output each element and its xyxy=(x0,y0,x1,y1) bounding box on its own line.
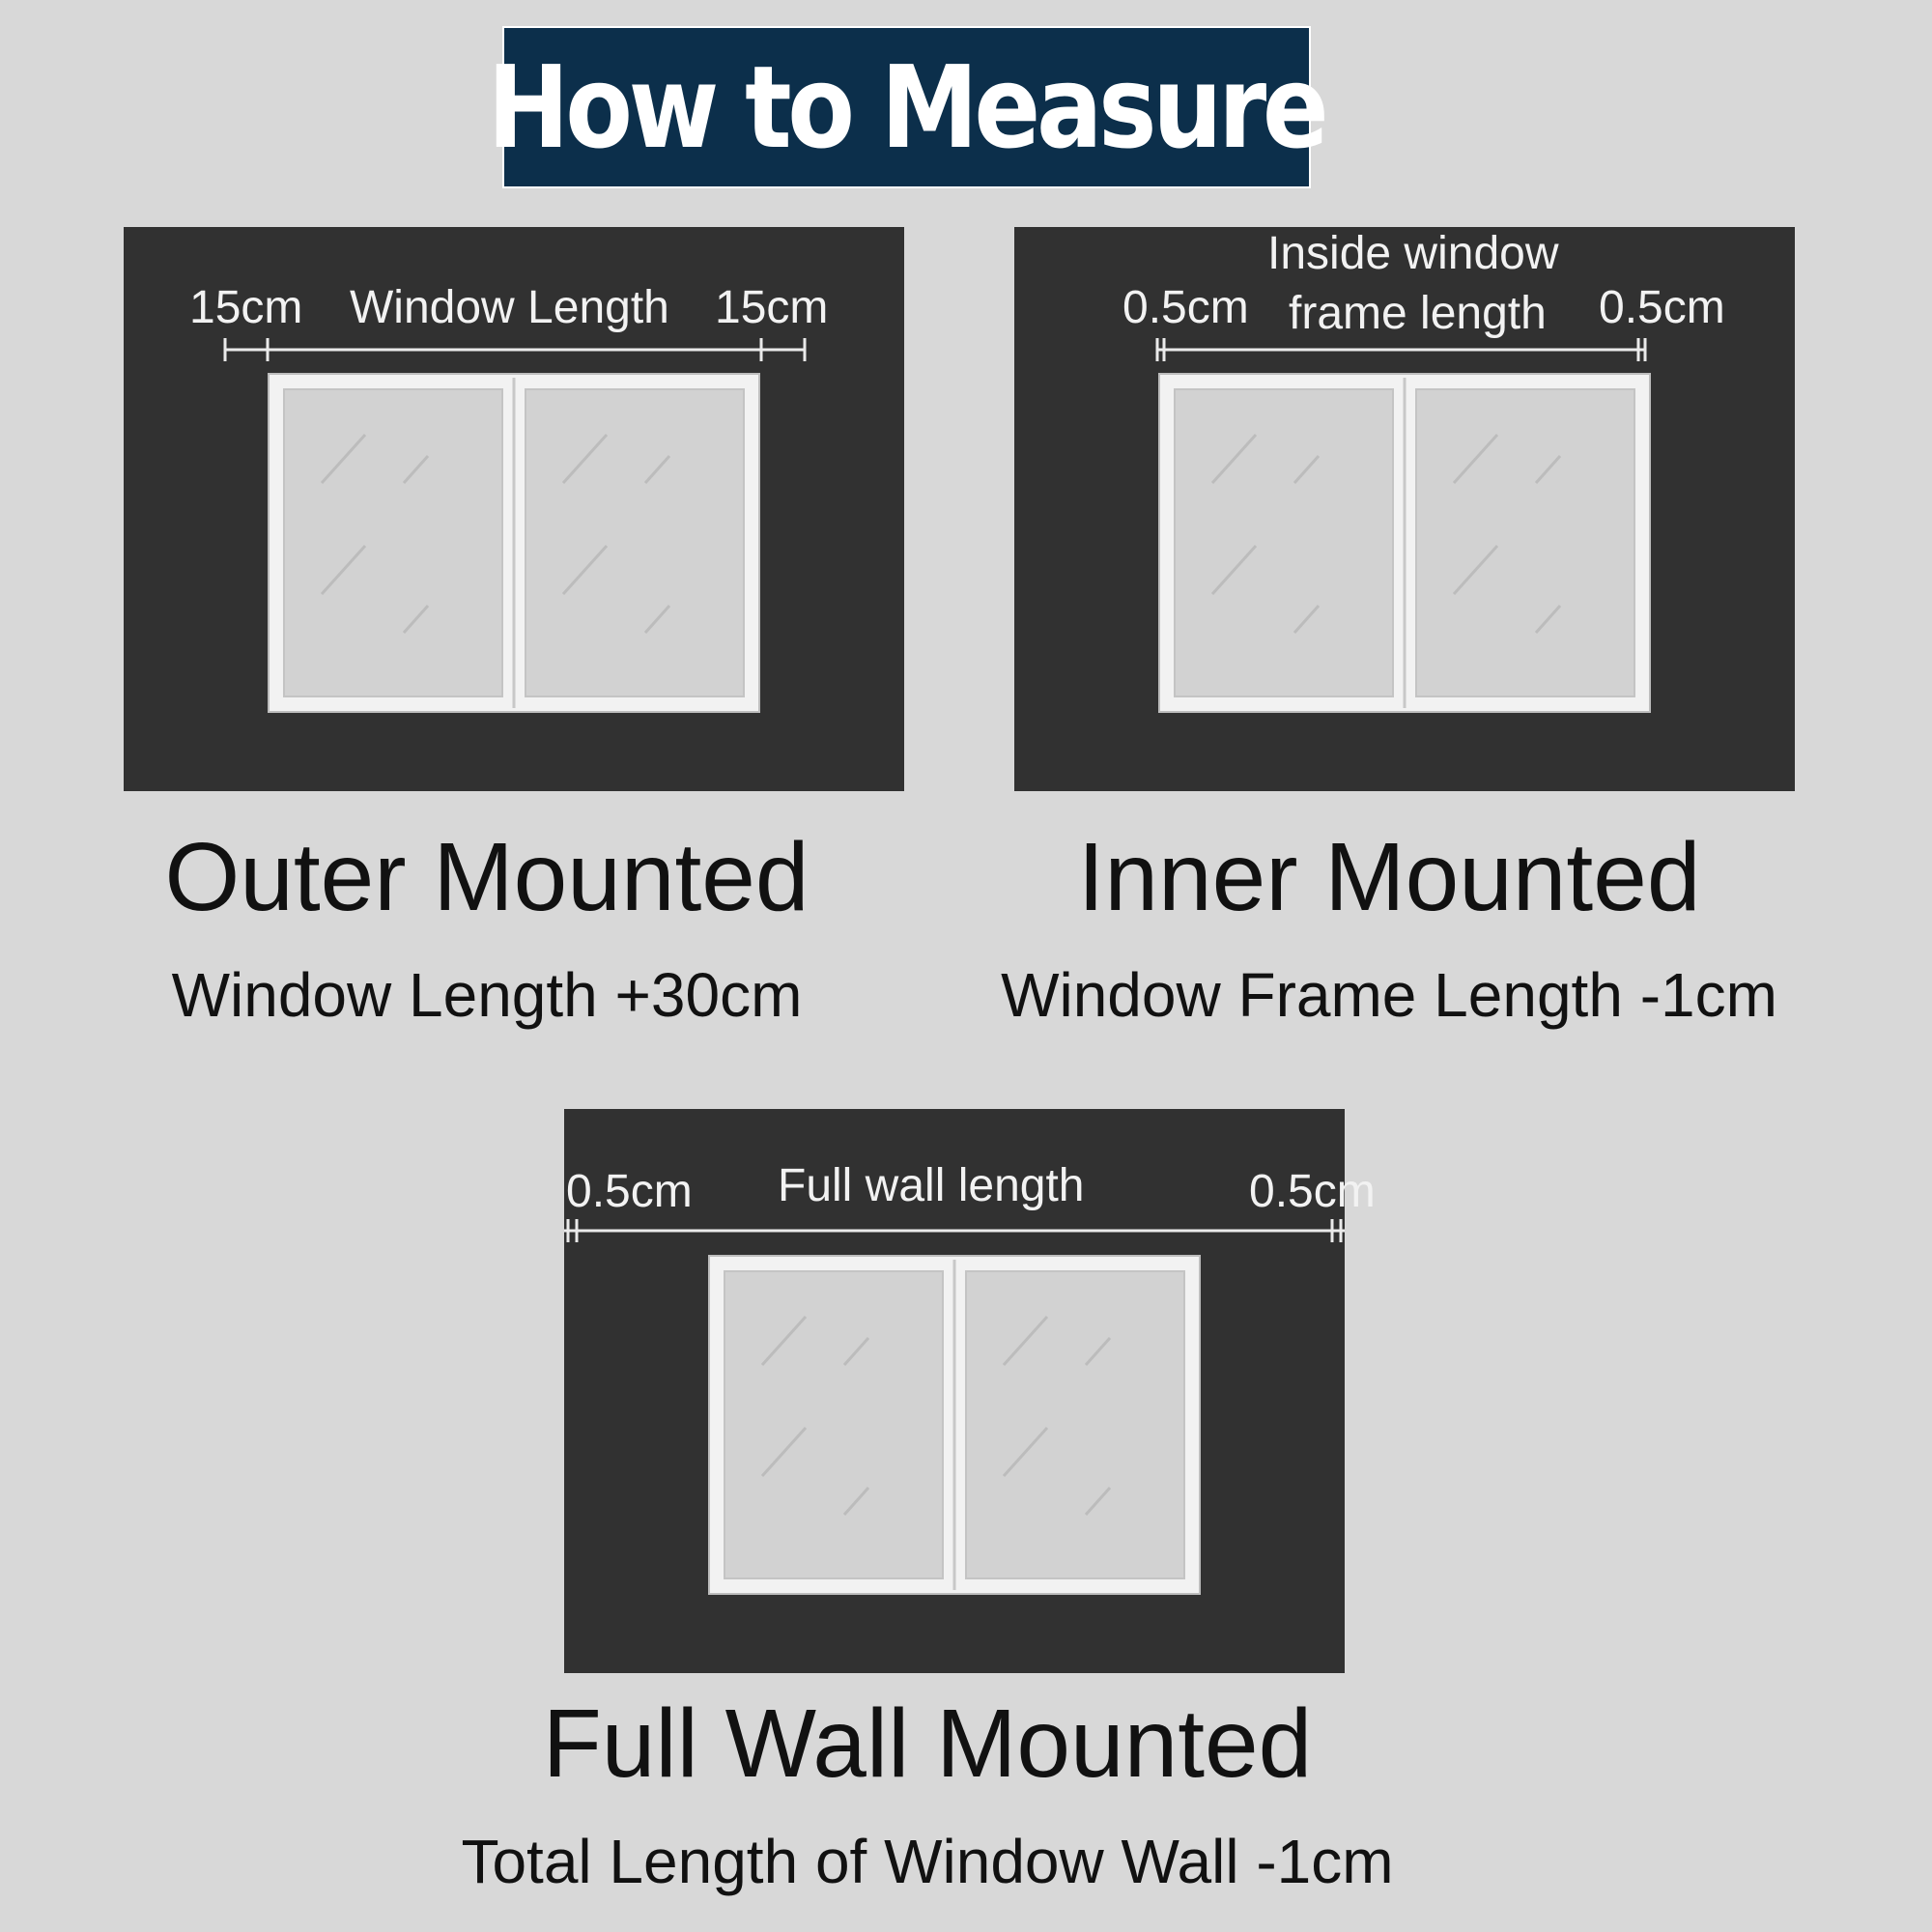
inside-frame-label-line2: frame length xyxy=(1289,288,1547,339)
inner-mounted-subcaption: Window Frame Length -1cm xyxy=(1001,960,1777,1030)
window-illustration xyxy=(269,374,759,712)
right-margin-label: 0.5cm xyxy=(1249,1166,1376,1217)
inner-mounted-caption: Inner Mounted xyxy=(1077,823,1701,931)
left-margin-label: 15cm xyxy=(189,282,303,333)
right-margin-label: 15cm xyxy=(715,282,829,333)
measure-line xyxy=(1157,338,1645,361)
outer-mounted-subcaption: Window Length +30cm xyxy=(171,960,803,1030)
full-wall-length-label: Full wall length xyxy=(778,1160,1085,1211)
full-wall-subcaption: Total Length of Window Wall -1cm xyxy=(461,1827,1394,1896)
right-margin-label: 0.5cm xyxy=(1599,282,1725,333)
measure-line xyxy=(225,338,805,361)
full-wall-panel xyxy=(564,1109,1376,1673)
title-banner xyxy=(488,26,1325,188)
outer-mounted-panel xyxy=(124,227,904,791)
full-wall-caption: Full Wall Mounted xyxy=(542,1690,1313,1798)
inner-mounted-panel xyxy=(1014,227,1795,791)
inside-frame-label-line1: Inside window xyxy=(1267,228,1559,279)
window-length-label: Window Length xyxy=(350,282,669,333)
window-illustration xyxy=(709,1256,1200,1594)
window-illustration xyxy=(1159,374,1650,712)
measure-line xyxy=(564,1219,1345,1242)
outer-mounted-caption: Outer Mounted xyxy=(164,823,810,931)
left-margin-label: 0.5cm xyxy=(1122,282,1249,333)
left-margin-label: 0.5cm xyxy=(566,1166,693,1217)
page-title: How to Measure xyxy=(488,41,1325,174)
